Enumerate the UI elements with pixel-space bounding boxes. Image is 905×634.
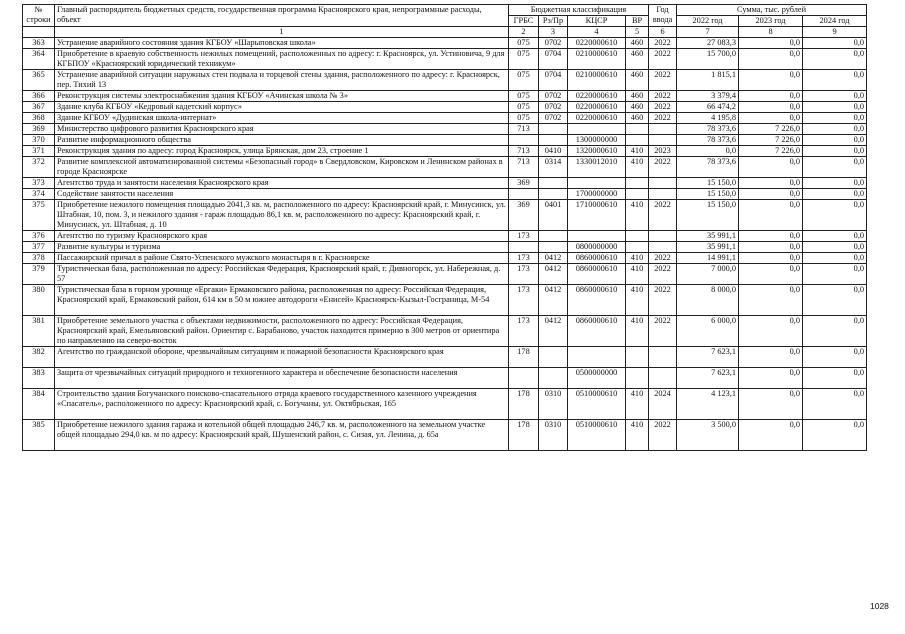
row-name: Здание КГБОУ «Дудинская школа-интернат» [55,113,509,124]
row-grbs: 075 [509,113,539,124]
row-sum-2024: 0,0 [803,189,867,200]
table-row [23,49,867,70]
row-sum-2023: 0,0 [739,189,803,200]
row-number: 376 [23,231,55,242]
row-year [649,368,677,389]
row-sum-2023: 0,0 [739,420,803,451]
table-body [23,38,867,451]
column-number: 9 [803,27,867,38]
row-sum-2024: 0,0 [803,242,867,253]
row-sum-2024: 0,0 [803,178,867,189]
row-vr [626,189,649,200]
budget-table [22,4,867,451]
vr-header: ВР [626,16,649,27]
row-vr: 410 [626,253,649,264]
row-vr [626,231,649,242]
row-year: 2022 [649,102,677,113]
row-grbs: 713 [509,157,539,178]
row-rzpr: 0702 [539,91,568,102]
row-year [649,178,677,189]
sum-2023-header: 2023 год [739,16,803,27]
row-sum-2023: 0,0 [739,253,803,264]
row-sum-2024: 0,0 [803,102,867,113]
column-number: 3 [539,27,568,38]
row-vr: 410 [626,316,649,347]
row-vr: 460 [626,49,649,70]
column-numbers-row [23,27,867,38]
row-name: Приобретение земельного участка с объектами недвижимости, расположенного по адресу: Российская Федерация, Красноярский край, Емельяновский район. Ориентир с. Барабаново, участок находится примерно в 300 метров от ориентира по направлению на северо-восток [55,316,509,347]
row-number: 369 [23,124,55,135]
row-sum-2022: 78 373,6 [677,124,739,135]
row-grbs: 075 [509,70,539,91]
row-sum-2023: 7 226,0 [739,124,803,135]
row-vr: 460 [626,91,649,102]
row-kcsr: 0800000000 [568,242,626,253]
row-name: Защита от чрезвычайных ситуаций природного и техногенного характера и обеспечение безопасности населения [55,368,509,389]
row-sum-2023: 0,0 [739,49,803,70]
row-kcsr: 0220000610 [568,113,626,124]
column-number: 4 [568,27,626,38]
row-grbs: 075 [509,102,539,113]
grbs-header: ГРБС [509,16,539,27]
row-sum-2024: 0,0 [803,389,867,420]
row-kcsr [568,347,626,368]
column-number [23,27,55,38]
row-year: 2022 [649,285,677,316]
row-kcsr: 0500000000 [568,368,626,389]
row-rzpr: 0410 [539,146,568,157]
row-rzpr [539,124,568,135]
row-name: Министерство цифрового развития Красноярского края [55,124,509,135]
row-year: 2022 [649,420,677,451]
row-grbs [509,242,539,253]
row-vr [626,178,649,189]
row-sum-2023: 0,0 [739,38,803,49]
table-row [23,285,867,316]
table-row [23,200,867,231]
row-kcsr: 0210000610 [568,70,626,91]
row-sum-2022: 14 991,1 [677,253,739,264]
row-sum-2024: 0,0 [803,135,867,146]
row-sum-2022: 78 373,6 [677,135,739,146]
row-grbs: 178 [509,389,539,420]
row-year [649,242,677,253]
row-number: 368 [23,113,55,124]
row-vr: 410 [626,146,649,157]
row-kcsr: 0220000610 [568,102,626,113]
row-sum-2023: 0,0 [739,231,803,242]
row-kcsr: 1330012010 [568,157,626,178]
row-kcsr: 0220000610 [568,38,626,49]
row-sum-2022: 7 000,0 [677,264,739,285]
table-row [23,146,867,157]
row-number: 383 [23,368,55,389]
row-sum-2023: 0,0 [739,102,803,113]
row-year: 2022 [649,49,677,70]
row-number: 370 [23,135,55,146]
row-sum-2024: 0,0 [803,368,867,389]
row-vr: 410 [626,264,649,285]
row-rzpr [539,242,568,253]
row-sum-2022: 66 474,2 [677,102,739,113]
row-name: Приобретение нежилого помещения площадью 2041,3 кв. м, расположенного по адресу: Красноярский край, г. Минусинск, ул. Штабная, 10, пом. 3, и нежилого здания - гараж площадью 86,1 кв. м, расположенного по адресу: Красноярский край, г. Минусинск, ул. Штабная, д. 10 [55,200,509,231]
row-sum-2024: 0,0 [803,200,867,231]
row-sum-2022: 78 373,6 [677,157,739,178]
row-vr [626,135,649,146]
row-sum-2023: 0,0 [739,347,803,368]
sum-2022-header: 2022 год [677,16,739,27]
row-sum-2024: 0,0 [803,146,867,157]
table-row [23,38,867,49]
row-sum-2024: 0,0 [803,124,867,135]
row-number: 385 [23,420,55,451]
row-grbs: 173 [509,231,539,242]
row-vr: 410 [626,420,649,451]
row-grbs: 075 [509,38,539,49]
row-number: 374 [23,189,55,200]
row-grbs: 178 [509,347,539,368]
row-grbs [509,135,539,146]
row-sum-2023: 0,0 [739,113,803,124]
row-rzpr [539,368,568,389]
rzpr-header: Рз/Пр [539,16,568,27]
table-row [23,316,867,347]
row-sum-2024: 0,0 [803,113,867,124]
row-sum-2024: 0,0 [803,38,867,49]
row-number: 372 [23,157,55,178]
row-grbs: 369 [509,200,539,231]
row-name: Приобретение в краевую собственность нежилых помещений, расположенных по адресу: г. Красноярск, ул. Устиновича, 9 для КГБПОУ «Красноярский юридический техникум» [55,49,509,70]
table-row [23,157,867,178]
row-name: Приобретение нежилого здания гаража и котельной общей площадью 246,7 кв. м, расположенного на земельном участке общей площадью 294,0 кв. м по адресу: Красноярский край, Шушенский район, с. Сизая, ул. Ленина, д. 65а [55,420,509,451]
row-rzpr: 0702 [539,38,568,49]
row-grbs: 713 [509,124,539,135]
row-name: Туристическая база в горном урочище «Ергаки» Ермаковского района, расположенная по адресу: Российская Федерация, Красноярский край, Ермаковский район, 614 км в 50 м южнее автодороги «Енисей» Красноярск-Кызыл-Госграница, М-54 [55,285,509,316]
row-grbs: 173 [509,264,539,285]
row-kcsr: 0220000610 [568,91,626,102]
row-kcsr: 0510000610 [568,389,626,420]
row-number: 377 [23,242,55,253]
row-number: 364 [23,49,55,70]
row-kcsr [568,231,626,242]
row-sum-2023: 7 226,0 [739,146,803,157]
table-row [23,124,867,135]
row-number: 371 [23,146,55,157]
table-row [23,70,867,91]
row-sum-2023: 0,0 [739,157,803,178]
row-grbs: 173 [509,253,539,264]
row-sum-2022: 4 123,1 [677,389,739,420]
row-grbs: 075 [509,91,539,102]
row-sum-2023: 0,0 [739,264,803,285]
table-row [23,347,867,368]
year-header: Год ввода [649,5,677,27]
row-year: 2022 [649,253,677,264]
sum-header: Сумма, тыс. рублей [677,5,867,16]
row-sum-2023: 0,0 [739,285,803,316]
row-year [649,124,677,135]
row-sum-2023: 0,0 [739,316,803,347]
row-year [649,347,677,368]
row-vr [626,347,649,368]
row-sum-2022: 1 815,1 [677,70,739,91]
row-name: Развитие культуры и туризма [55,242,509,253]
row-kcsr: 0860000610 [568,285,626,316]
row-year: 2022 [649,200,677,231]
row-sum-2024: 0,0 [803,157,867,178]
row-sum-2023: 0,0 [739,389,803,420]
table-row [23,102,867,113]
row-name: Реконструкция системы электроснабжения здания КГБОУ «Ачинская школа № 3» [55,91,509,102]
row-vr: 410 [626,157,649,178]
row-sum-2023: 7 226,0 [739,135,803,146]
row-year: 2022 [649,70,677,91]
budget-classification-header: Бюджетная классификация [509,5,649,16]
row-sum-2023: 0,0 [739,70,803,91]
row-vr [626,368,649,389]
table-row [23,135,867,146]
row-number: 384 [23,389,55,420]
table-row [23,231,867,242]
row-sum-2023: 0,0 [739,200,803,231]
kcsr-header: КЦСР [568,16,626,27]
row-rzpr: 0401 [539,200,568,231]
row-sum-2022: 35 991,1 [677,242,739,253]
row-name: Устранение аварийной ситуации наружных стен подвала и торцевой стены здания, расположенного по адресу: г. Красноярск, пер. Тихий 13 [55,70,509,91]
row-sum-2024: 0,0 [803,285,867,316]
row-sum-2022: 8 000,0 [677,285,739,316]
row-number: 381 [23,316,55,347]
table-row [23,253,867,264]
row-rzpr: 0702 [539,102,568,113]
row-year: 2022 [649,113,677,124]
row-name: Агентство по туризму Красноярского края [55,231,509,242]
row-kcsr: 0860000610 [568,264,626,285]
row-rzpr: 0412 [539,264,568,285]
row-kcsr [568,124,626,135]
row-grbs: 369 [509,178,539,189]
row-number: 378 [23,253,55,264]
row-year: 2022 [649,91,677,102]
column-number: 2 [509,27,539,38]
row-number: 380 [23,285,55,316]
row-number: 365 [23,70,55,91]
row-sum-2024: 0,0 [803,91,867,102]
row-kcsr: 1300000000 [568,135,626,146]
row-sum-2024: 0,0 [803,231,867,242]
row-kcsr: 1710000610 [568,200,626,231]
table-row [23,91,867,102]
row-rzpr: 0412 [539,253,568,264]
row-rzpr [539,178,568,189]
row-sum-2024: 0,0 [803,264,867,285]
row-vr: 460 [626,113,649,124]
row-vr: 410 [626,285,649,316]
row-name: Развитие информационного общества [55,135,509,146]
row-rzpr: 0310 [539,389,568,420]
row-kcsr: 1700000000 [568,189,626,200]
row-sum-2022: 6 000,0 [677,316,739,347]
row-year [649,189,677,200]
row-sum-2023: 0,0 [739,242,803,253]
row-year [649,231,677,242]
row-kcsr: 1320000610 [568,146,626,157]
row-grbs [509,368,539,389]
row-rzpr [539,189,568,200]
row-name: Агентство труда и занятости населения Красноярского края [55,178,509,189]
row-rzpr [539,231,568,242]
row-year: 2023 [649,146,677,157]
table-row [23,242,867,253]
column-number: 8 [739,27,803,38]
row-sum-2022: 7 623,1 [677,368,739,389]
row-sum-2023: 0,0 [739,178,803,189]
row-grbs: 713 [509,146,539,157]
row-number: 373 [23,178,55,189]
row-grbs [509,189,539,200]
column-number: 5 [626,27,649,38]
row-number: 382 [23,347,55,368]
row-sum-2022: 27 083,3 [677,38,739,49]
row-name: Агентство по гражданской обороне, чрезвычайным ситуациям и пожарной безопасности Красноярского края [55,347,509,368]
row-vr [626,242,649,253]
row-rzpr [539,347,568,368]
page-number: 1028 [870,601,889,611]
row-sum-2022: 4 195,8 [677,113,739,124]
row-name: Реконструкция здания по адресу: город Красноярск, улица Брянская, дом 23, строение 1 [55,146,509,157]
row-sum-2023: 0,0 [739,91,803,102]
row-sum-2022: 7 623,1 [677,347,739,368]
column-number: 1 [55,27,509,38]
row-year [649,135,677,146]
row-number: 366 [23,91,55,102]
row-kcsr: 0860000610 [568,316,626,347]
row-rzpr: 0702 [539,113,568,124]
row-grbs: 075 [509,49,539,70]
row-rzpr: 0412 [539,316,568,347]
row-vr: 460 [626,102,649,113]
row-year: 2022 [649,264,677,285]
row-name: Пассажирский причал в районе Свято-Успенского мужского монастыря в г. Красноярске [55,253,509,264]
name-header: Главный распорядитель бюджетных средств, государственная программа Красноярского края, непрограммные расходы, объект [55,5,509,27]
table-row [23,368,867,389]
table-row [23,189,867,200]
row-rzpr: 0704 [539,70,568,91]
row-kcsr: 0210000610 [568,49,626,70]
row-sum-2022: 15 150,0 [677,200,739,231]
row-sum-2022: 3 379,4 [677,91,739,102]
row-rzpr: 0704 [539,49,568,70]
row-year: 2022 [649,157,677,178]
sum-2024-header: 2024 год [803,16,867,27]
row-name: Строительство здания Богучанского поисково-спасательного отряда краевого государственного казенного учреждения «Спасатель», расположенного по адресу: Красноярский край, с. Богучаны, ул. Октябрьская, 165 [55,389,509,420]
row-grbs: 173 [509,285,539,316]
row-vr: 460 [626,38,649,49]
row-kcsr [568,178,626,189]
row-sum-2024: 0,0 [803,49,867,70]
row-sum-2022: 15 150,0 [677,189,739,200]
row-vr [626,124,649,135]
table-row [23,264,867,285]
row-sum-2022: 3 500,0 [677,420,739,451]
row-sum-2024: 0,0 [803,253,867,264]
row-number: 367 [23,102,55,113]
row-number-header: № строки [23,5,55,27]
row-number: 375 [23,200,55,231]
row-number: 363 [23,38,55,49]
row-grbs: 178 [509,420,539,451]
row-sum-2022: 0,0 [677,146,739,157]
row-grbs: 173 [509,316,539,347]
column-number: 7 [677,27,739,38]
row-name: Туристическая база, расположенная по адресу: Российская Федерация, Красноярский край, г. Дивногорск, ул. Набережная, д. 57 [55,264,509,285]
table-row [23,420,867,451]
row-name: Здание клуба КГБОУ «Кедровый кадетский корпус» [55,102,509,113]
row-sum-2024: 0,0 [803,347,867,368]
row-vr: 410 [626,200,649,231]
row-rzpr: 0310 [539,420,568,451]
row-rzpr [539,135,568,146]
row-year: 2022 [649,38,677,49]
table-header [23,5,867,38]
row-vr: 410 [626,389,649,420]
row-year: 2022 [649,316,677,347]
row-sum-2022: 35 991,1 [677,231,739,242]
row-rzpr: 0412 [539,285,568,316]
column-number: 6 [649,27,677,38]
row-year: 2024 [649,389,677,420]
row-sum-2022: 15 150,0 [677,178,739,189]
row-sum-2022: 15 700,0 [677,49,739,70]
row-name: Содействие занятости населения [55,189,509,200]
row-sum-2023: 0,0 [739,368,803,389]
row-name: Устранение аварийного состояния здания КГБОУ «Шарыповская школа» [55,38,509,49]
table-row [23,178,867,189]
row-sum-2024: 0,0 [803,70,867,91]
row-kcsr: 0860000610 [568,253,626,264]
table-row [23,389,867,420]
table-row [23,113,867,124]
row-sum-2024: 0,0 [803,316,867,347]
row-sum-2024: 0,0 [803,420,867,451]
row-kcsr: 0510000610 [568,420,626,451]
row-number: 379 [23,264,55,285]
row-rzpr: 0314 [539,157,568,178]
row-vr: 460 [626,70,649,91]
row-name: Развитие комплексной автоматизированной системы «Безопасный город» в Свердловском, Кировском и Ленинском районах в городе Красноярске [55,157,509,178]
